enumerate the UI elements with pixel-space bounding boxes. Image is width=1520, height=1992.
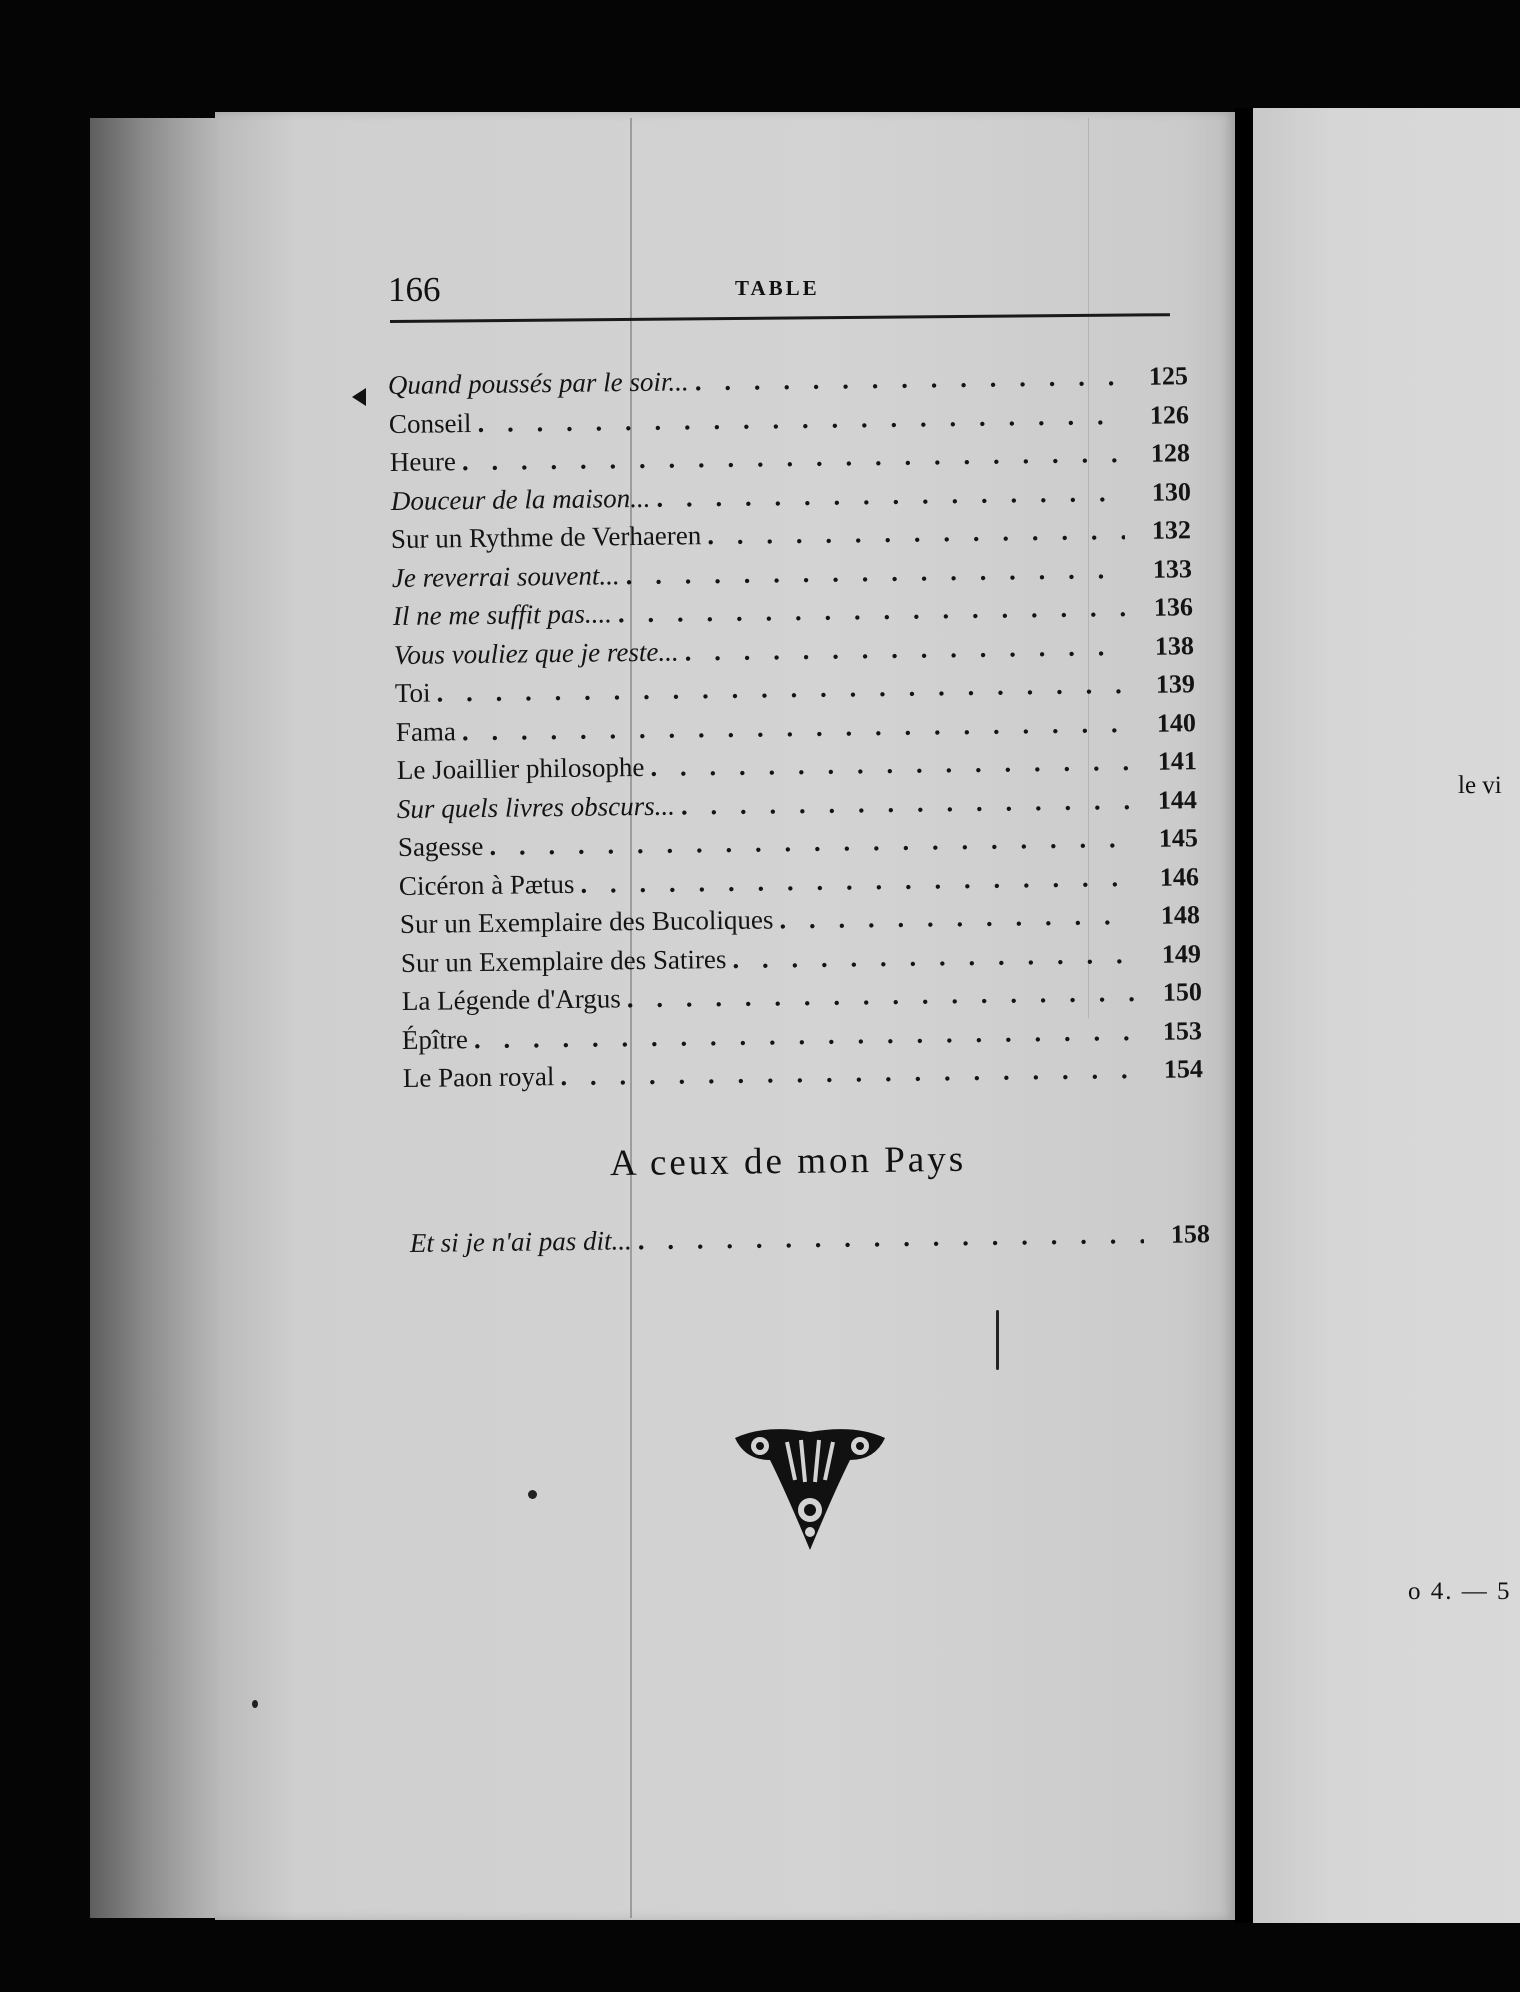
toc-entry-page: 154 [1164,1054,1204,1084]
toc-entry-page: 140 [1156,707,1196,738]
right-page-text-fragment: o 4. — 5 [1408,1578,1512,1605]
print-speck [996,1310,999,1370]
toc-entry-page: 150 [1162,977,1202,1007]
toc-entry-title: Conseil [388,407,472,439]
section-heading: A ceux de mon Pays [609,1138,967,1185]
toc-entry-title: Épître [402,1023,469,1055]
toc-entry-page: 126 [1149,399,1189,430]
toc-entry-title: Sur un Exemplaire des Satires [400,943,727,978]
toc-entry-page: 136 [1153,592,1194,622]
dot-leader [638,1219,1145,1256]
toc-entry-page: 125 [1148,361,1189,391]
toc-entry-title: Le Paon royal [403,1061,555,1093]
fleuron-ornament-icon [725,1420,895,1560]
toc-entry-page: 144 [1158,784,1198,815]
toc-entry-page: 149 [1161,938,1201,969]
toc-entry-page: 138 [1154,630,1195,661]
toc-entry-title: Fama [395,715,456,747]
toc-entry-title: Et si je n'ai pas dit... [409,1225,632,1258]
toc-entry-page: 153 [1163,1015,1203,1046]
right-page-text-fragment: le vi [1458,772,1502,799]
toc-entry-title: Sur quels livres obscurs... [397,790,676,824]
toc-entry-title: Vous vouliez que je reste... [393,636,679,670]
toc-entry-page: 148 [1160,900,1200,930]
toc-entry-page: 132 [1152,515,1192,545]
print-speck [528,1490,537,1499]
toc-entry-page: 145 [1158,823,1199,853]
toc-entry-page: 133 [1152,553,1193,584]
toc-entry-title: Heure [389,446,456,477]
toc-entry-title: Douceur de la maison... [390,482,651,516]
toc-entry-title: Il ne me suffit pas.... [392,598,613,631]
toc-entry-page: 141 [1157,746,1197,776]
toc-entry-page: 139 [1155,669,1195,699]
toc-entry-page: 128 [1150,438,1190,468]
print-speck [252,1700,258,1708]
toc-entry [410,1218,1210,1266]
running-head: TABLE [735,276,820,300]
toc-entry-title: Le Joaillier philosophe [396,751,645,785]
toc-entry-title: Toi [394,677,431,708]
toc-entry-title: La Légende d'Argus [401,983,621,1016]
toc-entry-title: Sur un Exemplaire des Bucoliques [399,904,774,939]
toc-entry-title: Je reverrai souvent... [392,559,621,593]
toc-entry-title: Sur un Rythme de Verhaeren [391,520,702,554]
toc-entry-page: 146 [1159,861,1200,892]
toc-entry-page: 130 [1151,476,1191,507]
toc-entry-page: 158 [1170,1219,1211,1249]
toc-entry-title: Cicéron à Pætus [398,868,575,901]
toc-entry-title: Quand poussés par le soir... [387,366,689,400]
page-number: 166 [388,270,441,309]
toc-entry-title: Sagesse [397,830,484,862]
